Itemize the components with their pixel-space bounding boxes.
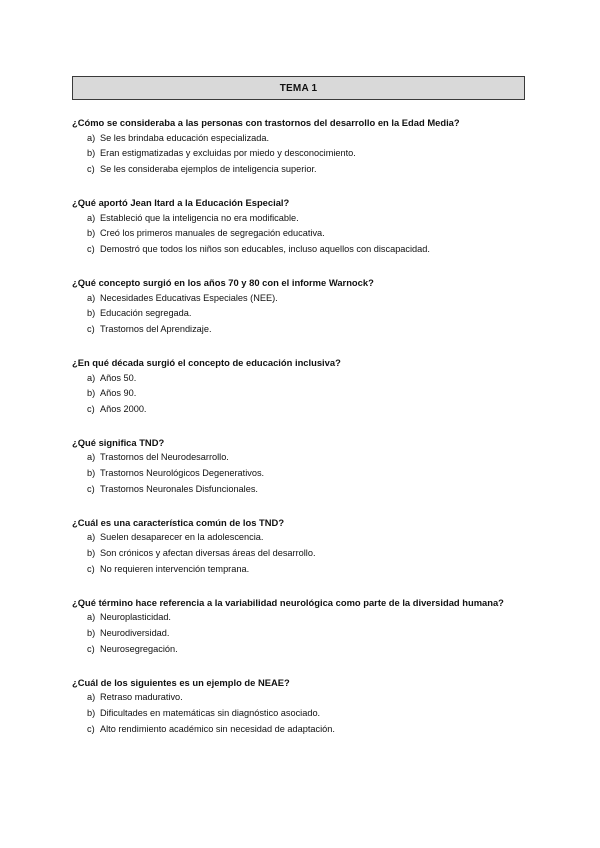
- question-block: [72, 675, 542, 737]
- option-letter: a): [87, 372, 96, 383]
- option-letter: a): [87, 292, 96, 303]
- answer-option: [72, 530, 542, 546]
- option-letter: a): [87, 532, 96, 543]
- answer-option: [72, 690, 542, 706]
- answer-option: [72, 131, 542, 147]
- option-text: Suelen desaparecer en la adolescencia.: [100, 532, 264, 543]
- option-letter: b): [87, 628, 96, 638]
- option-letter: c): [87, 723, 95, 734]
- answer-option: [72, 450, 542, 466]
- answer-option: [72, 466, 542, 482]
- answer-option: [72, 562, 542, 578]
- option-letter: c): [87, 563, 95, 574]
- option-text: Son crónicos y afectan diversas áreas del desarrollo.: [100, 548, 316, 559]
- option-letter: b): [87, 148, 96, 159]
- option-letter: a): [87, 452, 96, 463]
- question-text: ¿En qué década surgió el concepto de educación inclusiva?: [72, 356, 341, 368]
- option-text: Años 2000.: [100, 403, 147, 414]
- answer-option: [72, 482, 542, 498]
- option-letter: b): [87, 707, 96, 718]
- option-letter: a): [87, 612, 96, 623]
- option-text: Se les brindaba educación especializada.: [100, 132, 270, 143]
- option-text: Trastornos Neurológicos Degenerativos.: [100, 468, 265, 479]
- question-text: ¿Qué concepto surgió en los años 70 y 80 con el informe Warnock?: [72, 276, 374, 288]
- option-text: Educación segregada.: [100, 308, 192, 319]
- question-block: [72, 195, 542, 257]
- option-letter: c): [87, 403, 95, 414]
- option-text: Eran estigmatizadas y excluidas por miedo y desconocimiento.: [100, 148, 356, 159]
- answer-option: [72, 642, 542, 658]
- option-text: Trastornos del Neurodesarrollo.: [100, 452, 229, 463]
- question-text: ¿Cuál es una característica común de los TND?: [72, 516, 285, 528]
- answer-option: [72, 626, 542, 642]
- option-letter: b): [87, 468, 96, 479]
- option-text: Estableció que la inteligencia no era modificable.: [100, 212, 299, 223]
- question-block: [72, 275, 542, 337]
- option-letter: b): [87, 308, 96, 319]
- answer-option: [72, 386, 542, 402]
- option-letter: b): [87, 228, 96, 239]
- option-letter: c): [87, 163, 95, 174]
- option-text: Se les consideraba ejemplos de inteligencia superior.: [100, 163, 317, 174]
- document-title: TEMA 1: [72, 76, 525, 100]
- answer-option: [72, 162, 542, 178]
- question-list: [72, 115, 542, 755]
- question-text: ¿Qué significa TND?: [72, 436, 165, 448]
- answer-option: [72, 226, 542, 242]
- question-block: [72, 515, 542, 577]
- option-letter: a): [87, 132, 96, 143]
- answer-option: [72, 306, 542, 322]
- option-letter: c): [87, 643, 95, 654]
- option-text: Neurosegregación.: [100, 643, 178, 654]
- option-letter: c): [87, 483, 95, 494]
- question-text: ¿Qué aportó Jean Itard a la Educación Especial?: [72, 196, 290, 208]
- answer-option: [72, 610, 542, 626]
- answer-option: [72, 242, 542, 258]
- answer-option: [72, 291, 542, 307]
- option-text: Creó los primeros manuales de segregación educativa.: [100, 228, 325, 239]
- question-block: [72, 435, 542, 497]
- option-letter: c): [87, 243, 95, 254]
- option-text: No requieren intervención temprana.: [100, 563, 250, 574]
- answer-option: [72, 546, 542, 562]
- option-letter: a): [87, 692, 96, 703]
- answer-option: [72, 706, 542, 722]
- question-text: ¿Cuál de los siguientes es un ejemplo de NEAE?: [72, 676, 290, 688]
- option-text: Retraso madurativo.: [100, 692, 183, 703]
- option-text: Años 90.: [100, 388, 137, 399]
- question-block: [72, 355, 542, 417]
- option-letter: a): [87, 212, 96, 223]
- option-text: Demostró que todos los niños son educables, incluso aquellos con discapacidad.: [100, 243, 430, 254]
- question-block: [72, 595, 542, 657]
- answer-option: [72, 371, 542, 387]
- question-text: ¿Qué término hace referencia a la variabilidad neurológica como parte de la diversidad humana?: [72, 596, 504, 608]
- option-text: Trastornos Neuronales Disfuncionales.: [100, 483, 258, 494]
- answer-option: [72, 322, 542, 338]
- option-text: Neurodiversidad.: [100, 628, 170, 638]
- option-text: Dificultades en matemáticas sin diagnóstico asociado.: [100, 707, 321, 718]
- question-text: ¿Cómo se consideraba a las personas con trastornos del desarrollo en la Edad Media?: [72, 117, 460, 128]
- option-text: Años 50.: [100, 372, 137, 383]
- answer-option: [72, 146, 542, 162]
- answer-option: [72, 402, 542, 418]
- question-block: [72, 115, 542, 177]
- answer-option: [72, 722, 542, 738]
- option-letter: b): [87, 548, 96, 559]
- option-letter: b): [87, 388, 96, 399]
- option-letter: c): [87, 323, 95, 334]
- answer-option: [72, 211, 542, 227]
- option-text: Neuroplasticidad.: [100, 612, 171, 623]
- option-text: Trastornos del Aprendizaje.: [100, 323, 212, 334]
- option-text: Alto rendimiento académico sin necesidad de adaptación.: [100, 723, 335, 734]
- option-text: Necesidades Educativas Especiales (NEE).: [100, 292, 278, 303]
